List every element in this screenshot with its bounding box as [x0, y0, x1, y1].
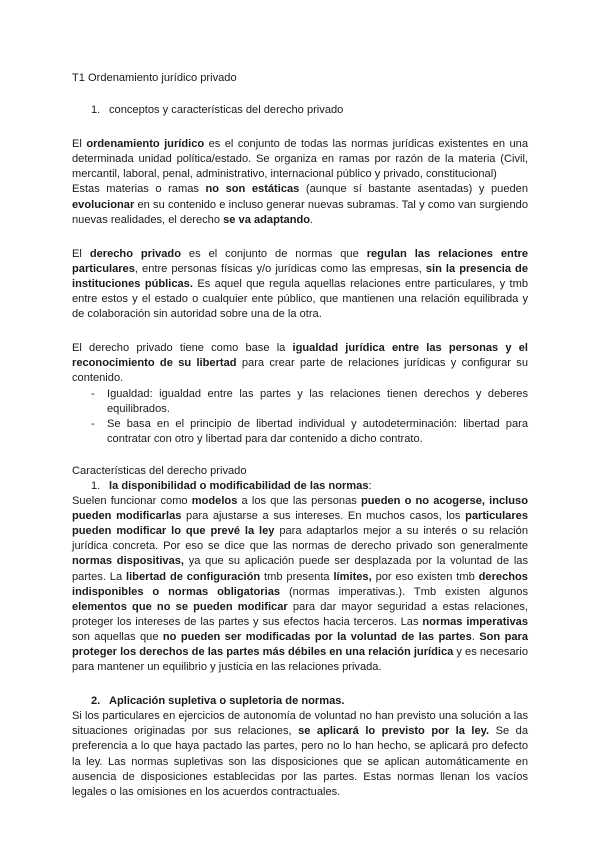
- paragraph-ordenamiento: [72, 137, 528, 182]
- characteristic-item-2: [72, 694, 528, 709]
- text-run: son aquellas que: [72, 630, 163, 643]
- bullet-list: [72, 387, 528, 447]
- bold-text-run: se va adaptando: [223, 213, 311, 226]
- paragraph-disponibilidad: [72, 494, 528, 675]
- text-run: para adaptarlos mejor a su interés o su relación jurídica concreta. Por eso se dice que las normas de derecho privado son generalmente: [72, 525, 528, 553]
- text-run: ya que su aplicación puede ser desplazada por la voluntad de las partes. La: [72, 555, 529, 583]
- text-run: y es necesario para mantener un equilibrio y justicia en las relaciones privada.: [72, 646, 528, 674]
- bold-text-run: ordenamiento jurídico: [86, 138, 205, 151]
- document-title: T1 Ordenamiento jurídico privado: [72, 72, 237, 84]
- text-run: a los que las personas: [237, 495, 361, 508]
- text-run: Se da preferencia a lo que haya pactado las partes, pero no lo han hecho, se aplicará pro defecto la ley. Las normas supletivas son las disposiciones que se aplican automáticamente en ausencia de disposiciones establecidas por las partes. Estas normas llenan los vacíos legales o las omisiones en los acuerdos contractuales.: [72, 725, 528, 798]
- bold-text-run: no son estáticas: [205, 183, 300, 196]
- text-run: El: [72, 138, 87, 151]
- section-heading-list: [72, 103, 528, 118]
- subheading-caracteristicas: Características del derecho privado: [72, 464, 247, 477]
- bold-text-run: derecho privado: [89, 247, 181, 260]
- characteristics-list: [72, 479, 528, 494]
- text-run: Suelen funcionar como: [72, 495, 192, 508]
- bold-text-run: evolucionar: [72, 198, 135, 211]
- bold-text-run: pueden o no acogerse, incluso pueden modificarlas: [72, 495, 528, 523]
- bold-text-run: no pueden ser modificadas por la voluntad de las partes: [162, 630, 472, 643]
- text-run: Estas materias o ramas: [72, 183, 206, 196]
- paragraph-ramas: [72, 182, 528, 227]
- bullet-item: - Se basa en el principio de libertad individual y autodeterminación: libertad para contratar con otro y libertad para dar contenido a dicho contrato.: [72, 417, 528, 447]
- text-run: para ajustarse a sus intereses. En muchos casos, los: [181, 510, 466, 523]
- text-run: en su contenido e incluso generar nuevas subramas. Tal y como van surgiendo nuevas realidades, el derecho: [72, 198, 528, 226]
- text-run: El derecho privado tiene como base la: [72, 342, 293, 355]
- bold-text-run: sin la presencia de instituciones públicas.: [72, 262, 528, 290]
- text-run: es el conjunto de todas las normas jurídicas existentes en una determinada unidad política/estado. Se organiza en ramas por razón de la materia (Civil, mercantil, laboral, penal, administrativo, internacional público y privado, constitucional): [72, 138, 529, 181]
- bold-text-run: se aplicará lo previsto por la ley.: [298, 725, 490, 738]
- characteristic-title: la disponibilidad o modificabilidad de las normas: [109, 479, 369, 492]
- characteristic-title: Aplicación supletiva o supletoria de normas.: [109, 695, 345, 708]
- characteristics-list-2: [72, 694, 528, 709]
- text-run: El: [72, 247, 90, 260]
- bold-text-run: libertad de configuración: [126, 570, 261, 583]
- bold-text-run: elementos que no se pueden modificar: [72, 600, 288, 613]
- text-run: tmb presenta: [260, 570, 334, 583]
- paragraph-supletiva: [72, 709, 528, 800]
- bold-text-run: derechos indisponibles o normas obligatorias: [72, 570, 528, 598]
- characteristic-item-1: [72, 479, 528, 494]
- text-run: para crear parte de relaciones jurídicas y configurar su contenido.: [72, 357, 528, 385]
- characteristic-number: 1.: [91, 479, 101, 492]
- bold-text-run: Son para proteger los derechos de las partes más débiles en una relación jurídica: [72, 630, 529, 658]
- bold-text-run: modelos: [191, 495, 238, 508]
- bold-text-run: particulares pueden modificar lo que prevé la ley: [72, 510, 528, 538]
- paragraph-igualdad: [72, 341, 528, 386]
- section-heading-text: conceptos y características del derecho privado: [109, 104, 344, 117]
- text-run: por eso existen tmb: [371, 570, 479, 583]
- text-run: .: [471, 630, 480, 643]
- bold-text-run: normas dispositivas,: [72, 555, 184, 568]
- section-heading-1: [72, 103, 528, 118]
- text-run: (normas imperativas.). Tmb existen algunos: [280, 585, 528, 598]
- bold-text-run: límites,: [333, 570, 372, 583]
- bold-text-run: igualdad jurídica entre las personas y el reconocimiento de su libertad: [72, 342, 528, 370]
- bullet-item: - Igualdad: igualdad entre las partes y las relaciones tienen derechos y deberes equilibrados.: [72, 387, 528, 417]
- document-body: [72, 71, 528, 800]
- characteristic-number: 2.: [91, 695, 101, 708]
- paragraph-derecho-privado: [72, 247, 528, 322]
- bold-text-run: normas imperativas: [422, 615, 528, 628]
- text-run: Si los particulares en ejercicios de autonomía de voluntad no han previsto una solución a las situaciones originadas por sus relaciones,: [72, 710, 528, 738]
- bold-text-run: regulan las relaciones entre particulares: [72, 247, 529, 275]
- section-heading-number: 1.: [91, 104, 101, 117]
- text-run: , entre personas físicas y/o jurídicas como las empresas,: [134, 262, 426, 275]
- text-run: es el conjunto de normas que: [180, 247, 367, 260]
- characteristic-suffix: :: [368, 479, 372, 492]
- text-run: Es aquel que regula aquellas relaciones entre particulares, y tmb entre estos y el estado o cualquier ente público, que mantienen una relación equilibrada y de colaboración sin autoridad sobre una de la otra.: [72, 277, 529, 321]
- text-run: .: [310, 213, 314, 226]
- text-run: para dar mayor seguridad a estas relaciones, proteger los intereses de las partes y sus efectos hacia terceros. Las: [72, 600, 528, 628]
- text-run: (aunque sí bastante asentadas) y pueden: [299, 183, 529, 196]
